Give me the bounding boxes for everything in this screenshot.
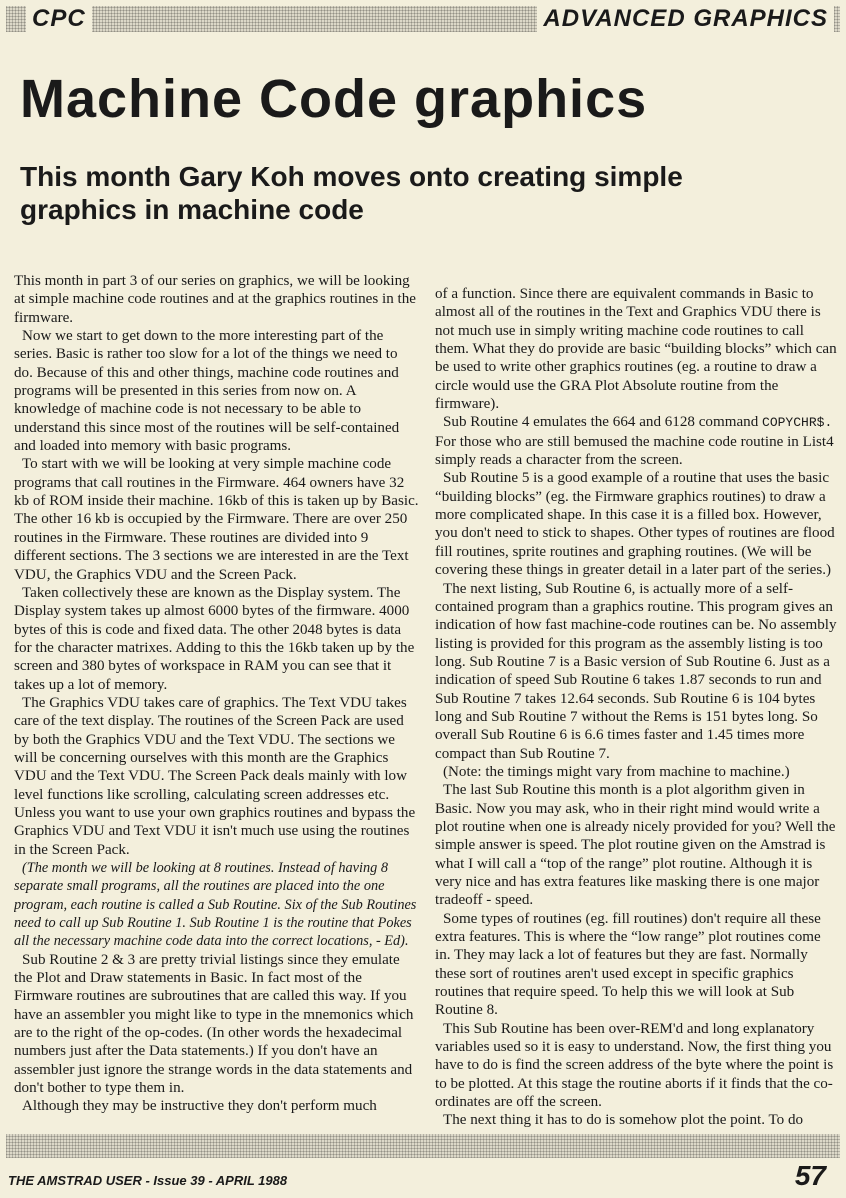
paragraph: Some types of routines (eg. fill routines) don't require all these extra features. This is where the “low range” plot routines come in. They may lack a lot of features but they are fast. Normally these sort of routines aren't used except in specific graphics routines that require speed. To help this we will look at Sub Routine 8.	[435, 910, 821, 1019]
right-column	[435, 285, 837, 1130]
article-standfirst: This month Gary Koh moves onto creating simple graphics in machine code	[20, 161, 683, 225]
paragraph	[435, 413, 837, 469]
paragraph: of a function. Since there are equivalent commands in Basic to almost all of the routines in the Text and Graphics VDU there is not much use in simply writing machine code routines to call them. What they do provide are basic “building blocks” which can be used to write other graphics routines (eg. a routine to draw a circle would use the GRA Plot Absolute routine from the firmware).	[435, 286, 837, 413]
paragraph: The Graphics VDU takes care of graphics. The Text VDU takes care of the text display. The routines of the Screen Pack are used by both the Graphics VDU and the Text VDU. The sections we will be concerning ourselves with this month are the Graphics VDU and the Text VDU. The Screen Pack deals mainly with low level functions like scrolling, calculating screen addresses etc. Unless you want to use your own graphics routines and bypass the Graphics VDU and Text VDU it isn't much use using the routines in the Screen Pack.	[14, 694, 416, 858]
editor-note: (The month we will be looking at 8 routines. Instead of having 8 separate small programs, all the routines are placed into the one program, each routine is called a Sub Routine. Six of the Sub Routines need to call up Sub Routine 1. Sub Routine 1 is the routine that Pokes all the necessary machine code data into the correct locations, - Ed).	[14, 860, 417, 950]
page-number: 57	[794, 1160, 826, 1191]
paragraph: This Sub Routine has been over-REM'd and long explanatory variables used so it is easy to understand. Now, the first thing you have to do is find the screen address of the byte where the point is to be plotted. At this stage the routine aborts if it finds that the co-ordinates are off the screen.	[435, 1020, 834, 1111]
paragraph: Sub Routine 5 is a good example of a routine that uses the basic “building blocks” (eg. the Firmware graphics routines) to draw a more complicated shape. In this case it is a filled box. However, you don't need to stick to shapes. Other types of routines are flood fill routines, sprite routines and graphing routines. (We will be covering these things in greater detail in a later part of the series.)	[435, 470, 835, 579]
article-title: Machine Code graphics	[20, 69, 648, 129]
paragraph: Now we start to get down to the more interesting part of the series. Basic is rather too slow for a lot of the things we need to do. Because of this and other things, machine code routines and programs will be presented in this series from now on. A knowledge of machine code is not necessary to be able to understand this since most of the routines will be self-contained and loaded into memory with basic programs.	[14, 328, 400, 455]
paragraph-text: Sub Routine 4 emulates the 664 and 6128 command	[443, 414, 759, 431]
paragraph-text: For those who are still bemused the machine code routine in List4 simply reads a character from the screen.	[435, 433, 834, 469]
paragraph: This month in part 3 of our series on graphics, we will be looking at simple machine code routines and at the graphics routines in the firmware.	[14, 273, 416, 326]
paragraph: (Note: the timings might vary from machine to machine.)	[443, 763, 790, 780]
paragraph: The next thing it has to do is somehow plot the point. To do	[443, 1112, 804, 1129]
paragraph: Taken collectively these are known as the Display system. The Display system takes up almost 6000 bytes of the firmware. 4000 bytes of this is code and fixed data. The other 2048 bytes is data for the character matrixes. Adding to this the 16kb taken up by the screen and 380 bytes of workspace in RAM you can see that it takes up a lot of memory.	[14, 584, 415, 693]
paragraph: Sub Routine 2 & 3 are pretty trivial listings since they emulate the Plot and Draw statements in Basic. In fact most of the Firmware routines are subroutines that are called this way. If you have an assembler you might like to type in the mnemonics which are to the right of the op-codes. (In other words the hexadecimal numbers just after the Data statements.) If you don't have an assembler just ignore the strange words in the data statements and don't bother to type them in.	[14, 951, 414, 1097]
section-label-advanced-graphics: ADVANCED GRAPHICS	[537, 4, 834, 34]
paragraph: The last Sub Routine this month is a plot algorithm given in Basic. Now you may ask, who in their right mind would write a plot routine when one is already nicely provided for you? Well the simple answer is speed. The plot routine given on the Amstrad is what I will call a “top of the range” plot routine. Although it is very nice and has extra features like masking there is one major tradeoff - speed.	[435, 782, 836, 909]
publication-info: THE AMSTRAD USER - Issue 39 - APRIL 1988	[8, 1173, 288, 1188]
header-band	[6, 6, 840, 32]
footer-band	[6, 1134, 840, 1158]
code-keyword: COPYCHR$.	[762, 415, 833, 431]
paragraph: Although they may be instructive they don't perform much	[22, 1098, 377, 1115]
left-column	[14, 272, 419, 1130]
paragraph: The next listing, Sub Routine 6, is actually more of a self-contained program than a graphics routine. This program gives an indication of how fast machine-code routines can be. No assembly listing is provided for this program as the assembly listing is too long. Sub Routine 7 is a Basic version of Sub Routine 6. Just as a indication of speed Sub Routine 6 takes 1.87 seconds to run and Sub Routine 7 takes 12.64 seconds. Sub Routine 6 is 104 bytes long and Sub Routine 7 without the Rems is 151 bytes long. So overall Sub Routine 6 is 6.6 times faster and 1.45 times more compact than Sub Routine 7.	[435, 580, 837, 762]
paragraph: To start with we will be looking at very simple machine code programs that call routines in the Firmware. 464 owners have 32 kb of ROM inside their machine. 16kb of this is taken up by Basic. The other 16 kb is occupied by the Firmware. There are over 250 routines in the Firmware. These routines are divided into 9 different sections. The 3 sections we are interested in are the Text VDU, the Graphics VDU and the Screen Pack.	[14, 456, 419, 583]
section-label-cpc: CPC	[26, 4, 92, 34]
